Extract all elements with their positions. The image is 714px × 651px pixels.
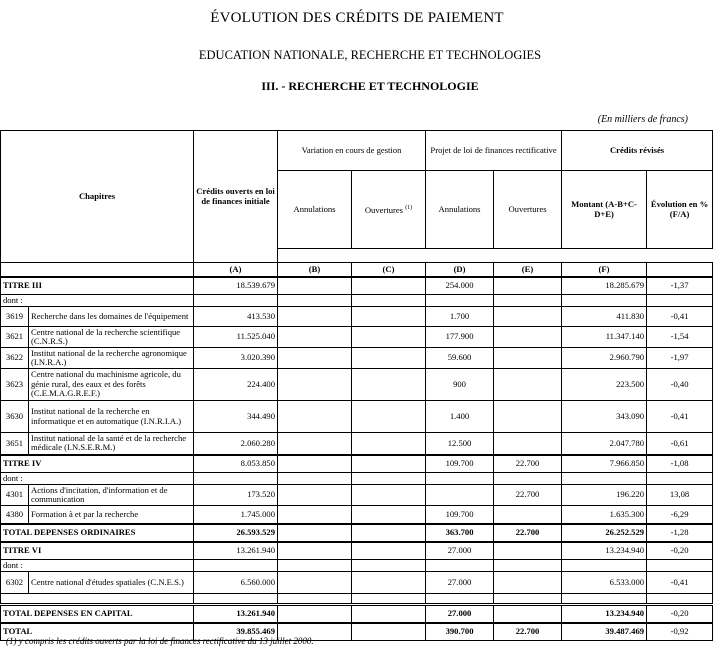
table-row: 3619 Recherche dans les domaines de l'équipement 413.530 1.700 411.830 -0,41: [1, 307, 713, 327]
ministry-subtitle: EDUCATION NATIONALE, RECHERCHE ET TECHNOLOGIES: [198, 48, 542, 62]
table-row: TITRE III 18.539.679 254.000 18.285.679 -1,37: [1, 277, 713, 295]
table-row: dont :: [1, 295, 713, 307]
col-letter-e: (E): [494, 263, 562, 277]
credits-table: [0, 130, 713, 641]
header-ouvertures-c: Ouvertures $^{(1)}$: [352, 171, 426, 249]
col-letter-a: (A): [194, 263, 278, 277]
footnote: (1) y compris les crédits ouverts par la loi de finances rectificative du 13 juillet 2000.: [6, 636, 314, 646]
table-row: 3630 Institut national de la recherche en informatique et en automatique (I.N.R.I.A.) 344.490 1.400 343.090 -0,41: [1, 401, 713, 433]
header-annulations-d: Annulations: [426, 171, 494, 249]
table-row: 3622 Institut national de la recherche agronomique (I.N.R.A.) 3.020.390 59.600 2.960.790 -1,97: [1, 348, 713, 369]
table-row: TOTAL 39.855.469 390.700 22.700 39.487.469 -0,92: [1, 623, 713, 641]
unit-note: (En milliers de francs): [597, 114, 688, 125]
col-letter-c: (C): [352, 263, 426, 277]
header-credits-revises: Crédits révisés: [562, 131, 713, 171]
header-variation: Variation en cours de gestion: [278, 131, 426, 171]
header-credits-ouverts: Crédits ouverts en loi de finances initiale: [194, 131, 278, 263]
table-row: 3621 Centre national de la recherche scientifique (C.N.R.S.) 11.525.040 177.900 11.347.140 -1,54: [1, 327, 713, 348]
header-evolution: Évolution en % (F/A): [647, 171, 713, 249]
table-row: dont :: [1, 473, 713, 485]
table-row: 4380 Formation à et par la recherche 1.745.000 109.700 1.635.300 -6,29: [1, 506, 713, 524]
table-row: [1, 594, 713, 605]
header-annulations-b: Annulations: [278, 171, 352, 249]
table-row: TOTAL DEPENSES EN CAPITAL 13.261.940 27.000 13.234.940 -0,20: [1, 605, 713, 623]
table-row: 6302 Centre national d'études spatiales (C.N.E.S.) 6.560.000 27.000 6.533.000 -0,41: [1, 572, 713, 594]
col-letter-f: (F): [562, 263, 647, 277]
header-chapitres: Chapitres: [1, 131, 194, 263]
table-row: 3623 Centre national du machinisme agricole, du génie rural, des eaux et des forêts (C.E.M.A.G.R.E.F.) 224.400 900 223.500 -0,40: [1, 369, 713, 401]
col-letter-d: (D): [426, 263, 494, 277]
section-title: III. - RECHERCHE ET TECHNOLOGIE: [261, 79, 479, 93]
table-row: 4301 Actions d'incitation, d'information et de communication 173.520 22.700 196.220 13,08: [1, 485, 713, 506]
table-row: dont :: [1, 560, 713, 572]
header-projet-loi: Projet de loi de finances rectificative: [426, 131, 562, 171]
header-ouvertures-e: Ouvertures: [494, 171, 562, 249]
header-montant: Montant (A-B+C-D+E): [562, 171, 647, 249]
table-row: TITRE IV 8.053.850 109.700 22.700 7.966.850 -1,08: [1, 455, 713, 473]
table-row: TOTAL DEPENSES ORDINAIRES 26.593.529 363.700 22.700 26.252.529 -1,28: [1, 524, 713, 542]
footnote-ref: (1): [405, 204, 413, 211]
table-row: TITRE VI 13.261.940 27.000 13.234.940 -0,20: [1, 542, 713, 560]
page-title: ÉVOLUTION DES CRÉDITS DE PAIEMENT: [210, 10, 504, 26]
col-letter-b: (B): [278, 263, 352, 277]
table-row: 3651 Institut national de la santé et de la recherche médicale (I.N.S.E.R.M.) 2.060.280 12.500 2.047.780 -0,61: [1, 433, 713, 455]
